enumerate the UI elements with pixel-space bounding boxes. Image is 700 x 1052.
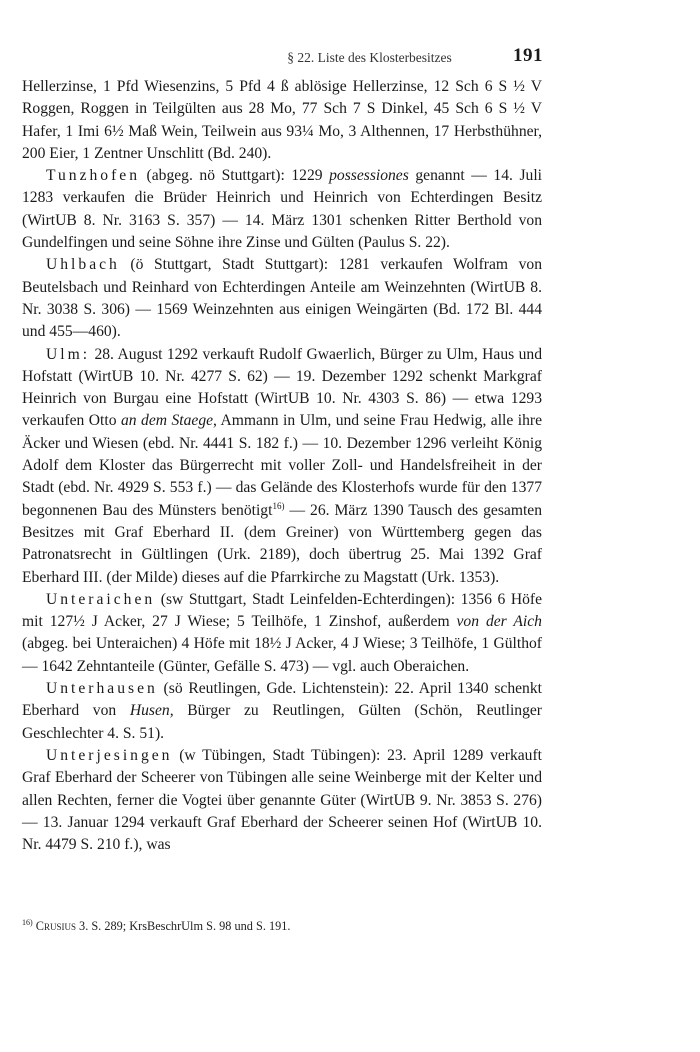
entry-unteraichen (22, 589, 542, 678)
entry-ulm (22, 344, 542, 589)
entry-italic: an dem Staege (120, 412, 214, 430)
footnote-reference[interactable]: 16) (272, 500, 285, 511)
page-number: 191 (513, 45, 543, 66)
footnote-marker: 16) (22, 917, 33, 927)
paragraph-continuation (22, 76, 542, 165)
entry-unterhausen (22, 678, 542, 745)
entry-text: 28. August 1292 verkauft Rudolf Gwaerlich, Bürger zu Ulm, Haus und Hofstatt (WirtUB 10. Nr. 4277 S. 62) — 19. Dezember 1292 schenkt Markgraf Heinrich von Burgau eine Hofstatt (WirtUB 10. Nr. 4303 S. 86) — etwa 1293 verkaufen Otto (22, 345, 542, 430)
footnote-author: Crusius (35, 919, 76, 933)
entry-text: — 26. März 1390 Tausch des gesamten Besitzes mit Graf Eberhard II. (dem Greiner) von Württemberg gegen das Patronatsrecht in Gültlingen (Urk. 2189), doch übertrug 25. Mai 1392 Graf Eberhard III. (der Milde) dieses auf die Pfarrkirche zu Magstatt (Urk. 1353). (22, 501, 542, 586)
entry-uhlbach (22, 254, 542, 343)
entry-heading: Unterhausen (46, 680, 158, 698)
entry-text: Bürger zu Reutlingen, Gülten (Schön, Reutlinger Geschlechter 4. S. 51). (22, 702, 542, 742)
entry-text: (ö Stuttgart, Stadt Stuttgart): 1281 verkaufen Wolfram von Beutelsbach und Reinhard von Echterdingen Anteile am Weinzehnten (WirtUB 8. Nr. 3038 S. 306) — 1569 Weinzehnten aus einigen Weingärten (Bd. 172 Bl. 444 und 455—460). (22, 256, 542, 341)
entry-heading: Unteraichen (46, 590, 156, 608)
footnote (22, 919, 542, 934)
entry-text: , Ammann in Ulm, und seine Frau Hedwig, alle ihre Äcker und Wiesen (ebd. Nr. 4441 S. 182 f.) — 10. Dezember 1296 verleiht König Adolf dem Kloster das Bürgerrecht mit voller Zoll- und Handelsfreiheit in der Stadt (ebd. Nr. 4929 S. 553 f.) — das Gelände des Klosterhofs wurde für den 1377 begonnenen Bau des Münsters benötigt (22, 412, 543, 519)
entry-text: (sw Stuttgart, Stadt Leinfelden-Echterdingen): 1356 6 Höfe mit 127½ J Acker, 27 J Wiese; 5 Teilhöfe, 1 Zinshof, außerdem (22, 590, 542, 631)
entry-text: (abgeg. nö Stuttgart): 1229 (140, 167, 330, 185)
entry-italic: possessiones (329, 167, 409, 185)
entry-text: genannt — 14. Juli 1283 verkaufen die Brüder Heinrich und Heinrich von Echterdingen Besitz (WirtUB 8. Nr. 3163 S. 357) — 14. März 1301 schenken Ritter Berthold von Gundelfingen und seine Söhne ihre Zinse und Gülten (Paulus S. 22). (22, 167, 542, 252)
entry-heading: Tunzhofen (46, 167, 140, 185)
entry-unterjesingen (22, 745, 542, 856)
entry-heading: Ulm: (46, 345, 91, 363)
entry-text: (w Tübingen, Stadt Tübingen): 23. April 1289 verkauft Graf Eberhard der Scheerer von Tübingen alle seine Weinberge mit der Kelter und allen Rechten, ferner die Vogtei über genannte Güter (WirtUB 9. Nr. 3853 S. 276) — 13. Januar 1294 verkauft Graf Eberhard der Scheerer seinen Hof (WirtUB 10. Nr. 4479 S. 210 f.), was (22, 746, 542, 854)
entry-text: (abgeg. bei Unteraichen) 4 Höfe mit 18½ J Acker, 4 J Wiese; 3 Teilhöfe, 1 Gülthof — 1642 Zehntanteile (Günter, Gefälle S. 473) — vgl. auch Oberaichen. (22, 635, 542, 675)
entry-heading: Uhlbach (46, 256, 120, 274)
entry-tunzhofen (22, 165, 542, 254)
entry-heading: Unterjesingen (46, 746, 173, 764)
running-head (22, 50, 542, 66)
entry-italic: von der Aich (456, 613, 542, 631)
body-text (22, 76, 542, 856)
footnote-text: 3. S. 289; KrsBeschrUlm S. 98 und S. 191. (75, 919, 291, 933)
entry-italic: Husen, (129, 702, 174, 720)
running-head-title: § 22. Liste des Klosterbesitzes (287, 50, 452, 65)
paragraph-text: Hellerzinse, 1 Pfd Wiesenzins, 5 Pfd 4 ß ablösige Hellerzinse, 12 Sch 6 S ½ V Roggen, Roggen in Teilgülten aus 28 Mo, 77 Sch 7 S Dinkel, 45 Sch 6 S ½ V Hafer, 1 Imi 6½ Maß Wein, Teilwein aus 93¼ Mo, 3 Althennen, 17 Herbsthühner, 200 Eier, 1 Zentner Unschlitt (Bd. 240). (22, 78, 542, 162)
entry-text: (sö Reutlingen, Gde. Lichtenstein): 22. April 1340 schenkt Eberhard von (22, 680, 542, 720)
